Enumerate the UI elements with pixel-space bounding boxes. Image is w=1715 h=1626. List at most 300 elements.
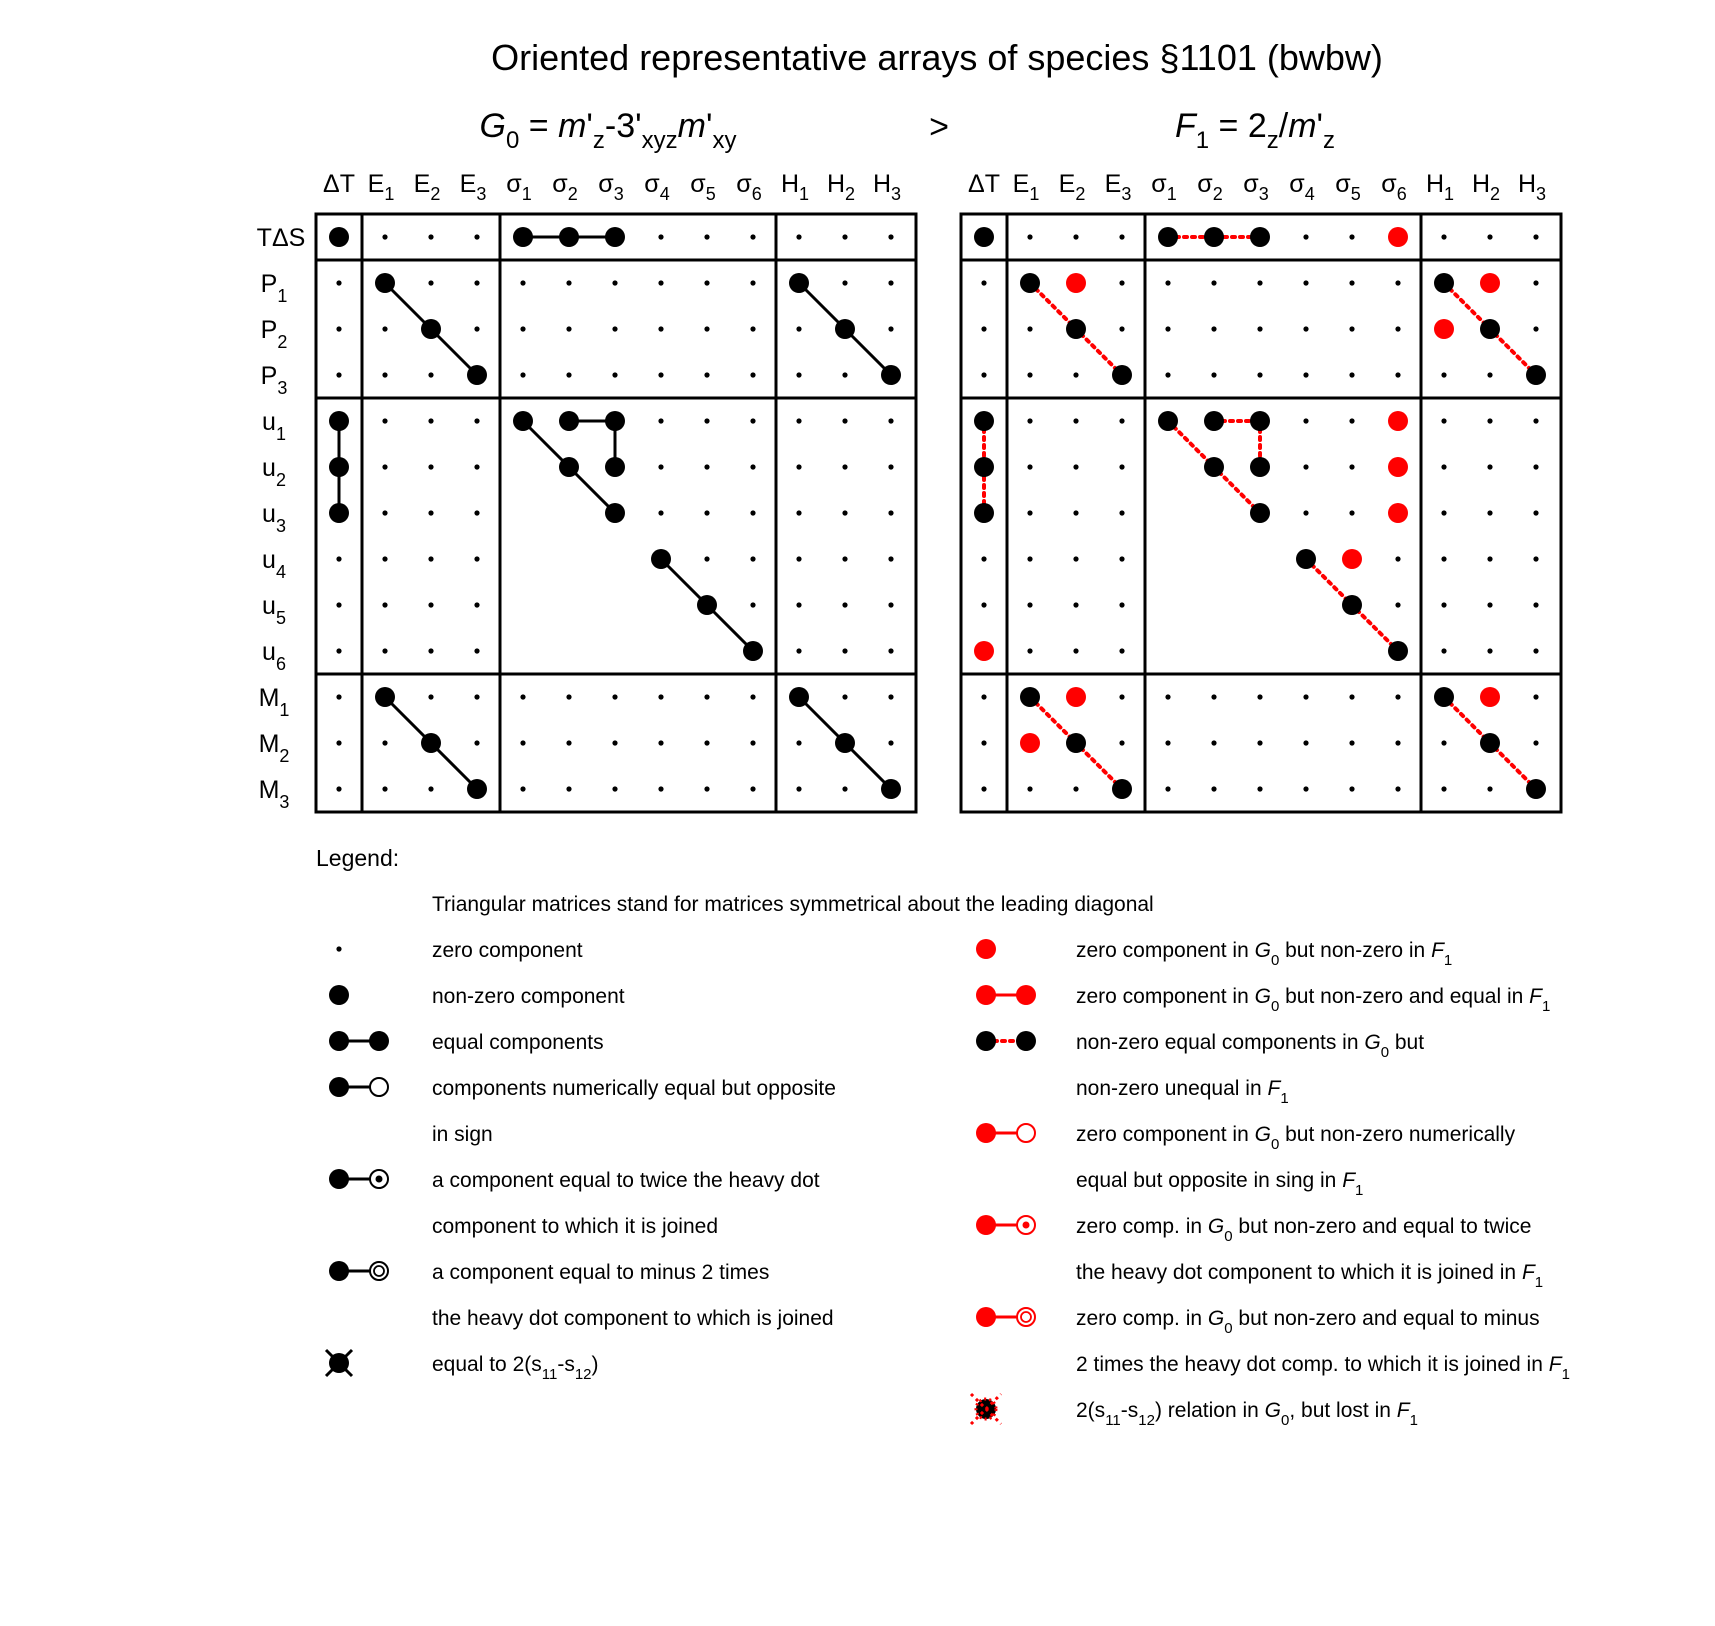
zero-component: [981, 372, 986, 377]
zero-component: [1211, 280, 1216, 285]
nonzero-component: [559, 227, 579, 247]
zero-component: [658, 372, 663, 377]
col-header-right-3: $E_3$: [1104, 170, 1132, 204]
col-header-left-6: $\sigma_3$: [598, 170, 624, 204]
small-dot-icon: [336, 946, 341, 951]
legend-entry-left-6: [326, 1350, 599, 1383]
zero-component: [1487, 648, 1492, 653]
zero-component: [1349, 786, 1354, 791]
zero-component: [1349, 510, 1354, 515]
zero-component: [1303, 694, 1308, 699]
nonzero-component: [974, 503, 994, 523]
nonzero-component: [835, 733, 855, 753]
zero-component: [1211, 326, 1216, 331]
nonzero-component: [881, 779, 901, 799]
zero-component: [888, 740, 893, 745]
row-header-8: $u_5$: [262, 592, 286, 628]
zero-component: [1073, 372, 1078, 377]
zero-component: [1027, 556, 1032, 561]
zero-component: [1073, 418, 1078, 423]
row-header-1: $P_1$: [260, 270, 288, 306]
nonzero-component: [881, 365, 901, 385]
zero-component: [750, 694, 755, 699]
row-header-9: $u_6$: [262, 638, 286, 674]
zero-component: [1395, 280, 1400, 285]
zero-component: [1441, 372, 1446, 377]
zero-component: [1441, 556, 1446, 561]
row-header-6: $u_3$: [262, 500, 286, 536]
big-dot-icon: [1016, 1031, 1036, 1051]
col-header-left-0: ΔT: [323, 170, 355, 198]
legend-text: the heavy dot component to which it is joined in $F_1$: [1076, 1261, 1544, 1291]
col-header-right-10: $H_1$: [1425, 170, 1455, 204]
zero-component: [1441, 740, 1446, 745]
legend-text: 2 times the heavy dot comp. to which it is joined in $F_1$: [1076, 1353, 1570, 1383]
nonzero-component: [1204, 411, 1224, 431]
zero-component: [520, 326, 525, 331]
zero-component: [1027, 510, 1032, 515]
zero-component: [474, 510, 479, 515]
zero-component: [1395, 372, 1400, 377]
zero-component: [1533, 694, 1538, 699]
diagram-title: Oriented representative arrays of species §1101 (bwbw): [491, 37, 1383, 78]
zero-component: [474, 556, 479, 561]
nonzero-component: [789, 273, 809, 293]
center-dot-icon: [376, 1176, 383, 1183]
zero-component: [1027, 372, 1032, 377]
zero-component: [382, 556, 387, 561]
col-header-right-12: $H_3$: [1517, 170, 1547, 204]
zero-component: [796, 648, 801, 653]
zero-component: [382, 510, 387, 515]
new-nonzero-component: [1434, 319, 1454, 339]
nonzero-component: [513, 227, 533, 247]
zero-component: [1027, 602, 1032, 607]
zero-component: [1027, 326, 1032, 331]
nonzero-component: [375, 273, 395, 293]
zero-component: [1441, 786, 1446, 791]
col-header-left-11: $H_2$: [826, 170, 856, 204]
zero-component: [658, 418, 663, 423]
zero-component: [1119, 464, 1124, 469]
zero-component: [1119, 280, 1124, 285]
zero-component: [1303, 464, 1308, 469]
row-header-10: $M_1$: [258, 684, 290, 720]
zero-component: [1349, 418, 1354, 423]
zero-component: [704, 556, 709, 561]
zero-component: [336, 648, 341, 653]
col-header-right-7: $\sigma_4$: [1289, 170, 1315, 204]
zero-component: [1395, 602, 1400, 607]
zero-component: [750, 326, 755, 331]
zero-component: [382, 648, 387, 653]
zero-component: [474, 234, 479, 239]
zero-component: [336, 602, 341, 607]
zero-component: [1257, 740, 1262, 745]
nonzero-component: [375, 687, 395, 707]
zero-component: [1073, 234, 1078, 239]
zero-component: [428, 786, 433, 791]
zero-component: [474, 280, 479, 285]
legend-entry-left-3: [329, 1077, 836, 1146]
left-matrix-panel: [257, 170, 916, 812]
relation-symbol: >: [929, 108, 949, 146]
nonzero-component: [1066, 733, 1086, 753]
zero-component: [658, 280, 663, 285]
zero-component: [336, 372, 341, 377]
zero-component: [1257, 372, 1262, 377]
zero-component: [796, 418, 801, 423]
zero-component: [704, 694, 709, 699]
zero-component: [888, 326, 893, 331]
zero-component: [474, 602, 479, 607]
zero-component: [1027, 648, 1032, 653]
legend-text: zero component: [432, 939, 583, 962]
zero-component: [1303, 510, 1308, 515]
zero-component: [474, 326, 479, 331]
center-dot-icon: [1023, 1222, 1030, 1229]
new-nonzero-component: [1388, 503, 1408, 523]
zero-component: [704, 280, 709, 285]
col-header-right-4: $\sigma_1$: [1151, 170, 1177, 204]
legend-text: zero component in $G_0$ but non-zero numerically: [1076, 1123, 1516, 1153]
red-dot-icon: [976, 1307, 996, 1327]
zero-component: [658, 510, 663, 515]
zero-component: [1073, 602, 1078, 607]
zero-component: [1395, 556, 1400, 561]
zero-component: [566, 280, 571, 285]
zero-component: [981, 786, 986, 791]
legend-entry-right-5: [976, 1307, 1570, 1383]
zero-component: [520, 280, 525, 285]
zero-component: [1211, 694, 1216, 699]
zero-component: [658, 234, 663, 239]
zero-component: [1441, 418, 1446, 423]
zero-component: [842, 372, 847, 377]
zero-component: [750, 234, 755, 239]
zero-component: [428, 372, 433, 377]
legend-text: in sign: [432, 1123, 493, 1146]
zero-component: [1395, 694, 1400, 699]
zero-component: [658, 740, 663, 745]
col-header-left-2: $E_2$: [413, 170, 441, 204]
zero-component: [612, 740, 617, 745]
legend-entry-right-3: [976, 1123, 1516, 1199]
zero-component: [428, 648, 433, 653]
zero-component: [704, 326, 709, 331]
new-nonzero-component: [1388, 227, 1408, 247]
nonzero-component: [559, 457, 579, 477]
zero-component: [428, 464, 433, 469]
zero-component: [336, 556, 341, 561]
zero-component: [1533, 418, 1538, 423]
zero-component: [1073, 648, 1078, 653]
zero-component: [1073, 556, 1078, 561]
zero-component: [750, 372, 755, 377]
zero-component: [1027, 464, 1032, 469]
legend-text: non-zero component: [432, 985, 625, 1008]
zero-component: [382, 740, 387, 745]
red-dot-icon: [976, 1215, 996, 1235]
zero-component: [474, 740, 479, 745]
zero-component: [336, 694, 341, 699]
nonzero-component: [1526, 779, 1546, 799]
zero-component: [1349, 280, 1354, 285]
zero-component: [1073, 786, 1078, 791]
nonzero-component: [1342, 595, 1362, 615]
legend-text: zero component in $G_0$ but non-zero in $F_1$: [1076, 939, 1453, 969]
legend-entry-left-2: [329, 1031, 604, 1054]
nonzero-component: [1250, 457, 1270, 477]
zero-component: [382, 602, 387, 607]
zero-component: [428, 510, 433, 515]
zero-component: [1441, 234, 1446, 239]
zero-component: [1211, 786, 1216, 791]
zero-component: [1303, 234, 1308, 239]
zero-component: [1533, 326, 1538, 331]
nonzero-component: [1434, 687, 1454, 707]
red-dot-icon: [976, 939, 996, 959]
nonzero-component: [605, 411, 625, 431]
nonzero-component: [1020, 273, 1040, 293]
zero-component: [1487, 464, 1492, 469]
new-nonzero-component: [974, 641, 994, 661]
big-dot-icon: [369, 1031, 389, 1051]
zero-component: [796, 326, 801, 331]
row-header-7: $u_4$: [262, 546, 286, 582]
zero-component: [704, 740, 709, 745]
zero-component: [1211, 372, 1216, 377]
ring-icon: [1017, 1308, 1035, 1326]
zero-component: [981, 326, 986, 331]
zero-component: [658, 326, 663, 331]
col-header-left-3: $E_3$: [459, 170, 487, 204]
right-matrix-panel: [961, 170, 1561, 812]
zero-component: [520, 694, 525, 699]
zero-component: [888, 556, 893, 561]
nonzero-component: [1158, 411, 1178, 431]
zero-component: [1165, 326, 1170, 331]
zero-component: [888, 418, 893, 423]
row-header-12: $M_3$: [258, 776, 290, 812]
nonzero-component: [605, 227, 625, 247]
big-dot-icon: [329, 985, 349, 1005]
legend-text: zero comp. in $G_0$ but non-zero and equal to minus: [1076, 1307, 1540, 1337]
big-dot-icon: [329, 1169, 349, 1189]
col-header-right-6: $\sigma_3$: [1243, 170, 1269, 204]
legend-entry-left-4: [329, 1169, 820, 1238]
new-nonzero-component: [1480, 273, 1500, 293]
red-dot-icon: [976, 1123, 996, 1143]
zero-component: [796, 510, 801, 515]
zero-component: [704, 510, 709, 515]
zero-component: [474, 418, 479, 423]
legend-heading: Legend:: [316, 845, 400, 871]
zero-component: [1487, 510, 1492, 515]
row-header-3: $P_3$: [260, 362, 288, 398]
nonzero-component: [605, 457, 625, 477]
nonzero-component: [329, 503, 349, 523]
legend-text: equal components: [432, 1031, 604, 1054]
zero-component: [474, 694, 479, 699]
col-header-right-2: $E_2$: [1058, 170, 1086, 204]
nonzero-component: [1112, 779, 1132, 799]
nonzero-component: [329, 411, 349, 431]
zero-component: [1119, 418, 1124, 423]
legend-text: a component equal to twice the heavy dot: [432, 1169, 820, 1192]
zero-component: [1165, 786, 1170, 791]
nonzero-component: [467, 779, 487, 799]
zero-component: [888, 648, 893, 653]
nonzero-component: [1020, 687, 1040, 707]
zero-component: [704, 786, 709, 791]
zero-component: [704, 372, 709, 377]
col-header-right-9: $\sigma_6$: [1381, 170, 1407, 204]
zero-component: [428, 602, 433, 607]
zero-component: [750, 280, 755, 285]
nonzero-component: [1526, 365, 1546, 385]
zero-component: [888, 510, 893, 515]
zero-component: [658, 786, 663, 791]
legend-entry-right-6: [971, 1394, 1418, 1429]
big-dot-icon: [329, 1261, 349, 1281]
legend-text: the heavy dot component to which is joined: [432, 1307, 834, 1330]
col-header-right-5: $\sigma_2$: [1197, 170, 1223, 204]
zero-component: [981, 556, 986, 561]
new-nonzero-component: [1342, 549, 1362, 569]
zero-component: [382, 326, 387, 331]
zero-component: [1303, 326, 1308, 331]
zero-component: [1441, 464, 1446, 469]
zero-component: [796, 556, 801, 561]
legend-entry-right-2: [976, 1031, 1424, 1107]
nonzero-component: [1250, 227, 1270, 247]
new-nonzero-component: [1480, 687, 1500, 707]
nonzero-component: [1388, 641, 1408, 661]
nonzero-component: [974, 457, 994, 477]
zero-component: [382, 234, 387, 239]
zero-component: [1349, 464, 1354, 469]
nonzero-component: [467, 365, 487, 385]
zero-component: [658, 464, 663, 469]
nonzero-component: [421, 733, 441, 753]
legend: [316, 845, 1570, 1429]
zero-component: [566, 740, 571, 745]
col-header-left-5: $\sigma_2$: [552, 170, 578, 204]
zero-component: [1257, 326, 1262, 331]
zero-component: [428, 694, 433, 699]
nonzero-component: [835, 319, 855, 339]
zero-component: [1533, 740, 1538, 745]
zero-component: [1027, 418, 1032, 423]
zero-component: [1533, 280, 1538, 285]
col-header-right-11: $H_2$: [1471, 170, 1501, 204]
zero-component: [612, 326, 617, 331]
zero-component: [796, 464, 801, 469]
zero-component: [842, 556, 847, 561]
zero-component: [1119, 556, 1124, 561]
legend-note: Triangular matrices stand for matrices symmetrical about the leading diagonal: [432, 893, 1154, 916]
zero-component: [566, 786, 571, 791]
nonzero-component: [789, 687, 809, 707]
zero-component: [1395, 326, 1400, 331]
zero-component: [382, 464, 387, 469]
zero-component: [888, 694, 893, 699]
zero-component: [520, 786, 525, 791]
zero-component: [750, 740, 755, 745]
zero-component: [336, 280, 341, 285]
zero-component: [1441, 602, 1446, 607]
zero-component: [750, 556, 755, 561]
nonzero-component: [697, 595, 717, 615]
legend-entry-left-5: [329, 1261, 834, 1330]
new-nonzero-component: [1020, 733, 1040, 753]
zero-component: [1441, 648, 1446, 653]
legend-text: zero component in $G_0$ but non-zero and equal in $F_1$: [1076, 985, 1551, 1015]
zero-component: [1119, 234, 1124, 239]
zero-component: [842, 786, 847, 791]
col-header-right-1: $E_1$: [1012, 170, 1040, 204]
zero-component: [1395, 786, 1400, 791]
col-header-left-4: $\sigma_1$: [506, 170, 532, 204]
legend-text: equal to $2(s_{11}-s_{12})$: [432, 1353, 599, 1383]
zero-component: [474, 648, 479, 653]
zero-component: [428, 556, 433, 561]
zero-component: [750, 602, 755, 607]
zero-component: [382, 418, 387, 423]
zero-component: [888, 464, 893, 469]
big-dot-icon: [329, 1031, 349, 1051]
zero-component: [842, 418, 847, 423]
row-header-0: TΔS: [256, 224, 306, 252]
nonzero-component: [1112, 365, 1132, 385]
zero-component: [1349, 326, 1354, 331]
zero-component: [1487, 418, 1492, 423]
zero-component: [1165, 694, 1170, 699]
red-dot-icon: [1016, 985, 1036, 1005]
zero-component: [842, 510, 847, 515]
zero-component: [1349, 694, 1354, 699]
zero-component: [981, 280, 986, 285]
big-dot-icon: [976, 1031, 996, 1051]
nonzero-component: [974, 227, 994, 247]
zero-component: [1165, 280, 1170, 285]
zero-component: [1119, 740, 1124, 745]
col-header-left-9: $\sigma_6$: [736, 170, 762, 204]
nonzero-component: [421, 319, 441, 339]
zero-component: [1303, 786, 1308, 791]
zero-component: [382, 786, 387, 791]
zero-component: [428, 280, 433, 285]
zero-component: [888, 602, 893, 607]
ring-icon: [370, 1262, 388, 1280]
nonzero-component: [1480, 319, 1500, 339]
zero-component: [1257, 280, 1262, 285]
zero-component: [1073, 464, 1078, 469]
zero-component: [1533, 648, 1538, 653]
zero-component: [1165, 372, 1170, 377]
zero-component: [1487, 372, 1492, 377]
zero-component: [750, 464, 755, 469]
legend-text: equal but opposite in sing in $F_1$: [1076, 1169, 1364, 1199]
nonzero-component: [743, 641, 763, 661]
zero-component: [888, 234, 893, 239]
zero-component: [1303, 280, 1308, 285]
zero-component: [1257, 786, 1262, 791]
zero-component: [1119, 510, 1124, 515]
zero-component: [796, 786, 801, 791]
zero-component: [842, 464, 847, 469]
